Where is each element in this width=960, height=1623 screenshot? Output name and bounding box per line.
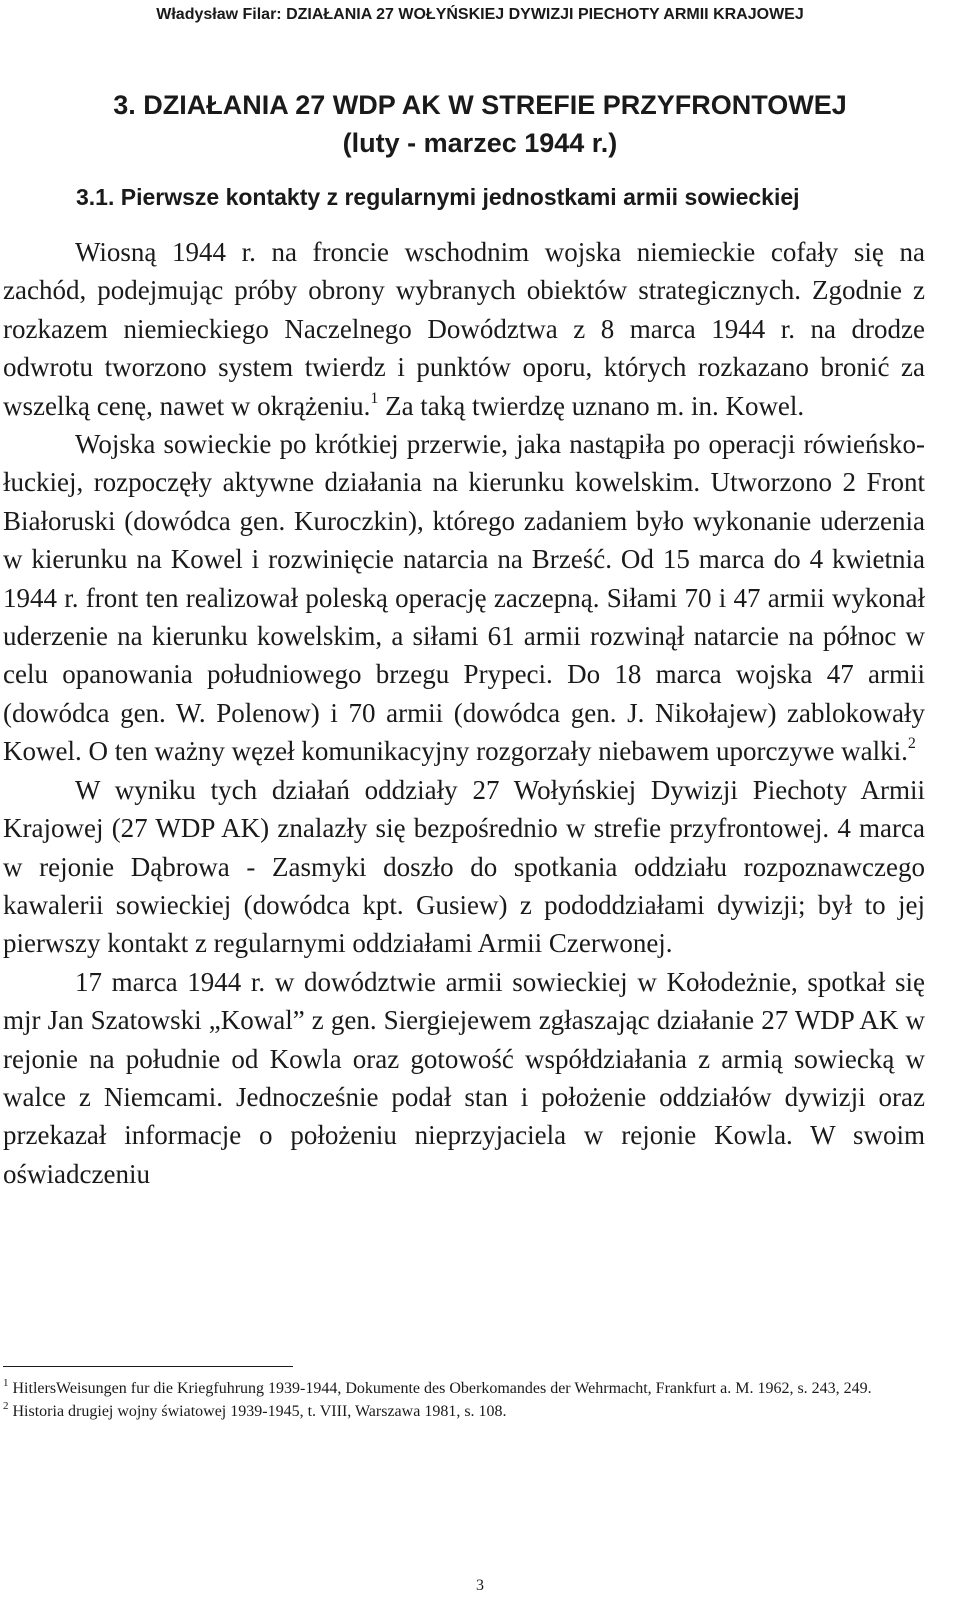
footnote-2-number: 2 xyxy=(3,1400,9,1412)
footnote-1 xyxy=(3,1378,925,1399)
page-number: 3 xyxy=(476,1577,484,1594)
paragraph-4 xyxy=(3,963,925,1193)
paragraph-2 xyxy=(3,425,925,771)
section-title: 3.1. Pierwsze kontakty z regularnymi jednostkami armii sowieckiej xyxy=(76,184,800,210)
footnote-1-text: HitlersWeisungen fur die Kriegfuhrung 1939-1944, Dokumente des Oberkomandes der Wehrmacht, Frankfurt a. M. 1962, s. 243, 249. xyxy=(12,1380,872,1397)
body-text xyxy=(3,233,925,1193)
paragraph-1-text: Wiosną 1944 r. na froncie wschodnim wojska niemieckie cofały się na zachód, podejmując próby obrony wybranych obiektów strategicznych. Zgodnie z rozkazem niemieckiego Naczelnego Dowództwa z 8 marca 1944 r. na drodze odwrotu tworzono system twierdz i punktów oporu, których rozkazano bronić za wszelką cenę, nawet w okrążeniu. xyxy=(3,237,925,421)
paragraph-1 xyxy=(3,233,925,425)
chapter-title xyxy=(0,86,960,162)
paragraph-3 xyxy=(3,771,925,963)
footnote-separator xyxy=(3,1366,293,1367)
paragraph-1-tail: Za taką twierdzę uznano m. in. Kowel. xyxy=(378,390,805,421)
paragraph-4-text: 17 marca 1944 r. w dowództwie armii sowieckiej w Kołodeżnie, spotkał się mjr Jan Szatowski „Kowal” z gen. Siergiejewem zgłaszając działanie 27 WDP AK w rejonie na południe od Kowla oraz gotowość współdziałania z armią sowiecką w walce z Niemcami. Jednocześnie podał stan i położenie oddziałów dywizji oraz przekazał informacje o położeniu nieprzyjaciela w rejonie Kowla. W swoim oświadczeniu xyxy=(3,966,925,1189)
footnote-ref-2[interactable]: 2 xyxy=(907,735,916,753)
footnotes xyxy=(3,1378,925,1422)
footnote-ref-1[interactable]: 1 xyxy=(370,389,379,407)
footnote-1-number: 1 xyxy=(3,1377,9,1389)
footnote-2 xyxy=(3,1401,925,1422)
paragraph-2-text: Wojska sowieckie po krótkiej przerwie, jaka nastąpiła po operacji rówieńsko-łuckiej, rozpoczęły aktywne działania na kierunku kowelskim. Utworzono 2 Front Białoruski (dowódca gen. Kuroczkin), którego zadaniem było wykonanie uderzenia w kierunku na Kowel i rozwinięcie natarcia na Brześć. Od 15 marca do 4 kwietnia 1944 r. front ten realizował poleską operację zaczepną. Siłami 70 i 47 armii wykonał uderzenie na kierunku kowelskim, a siłami 61 armii rozwinął natarcie na północ w celu opanowania południowego brzegu Prypeci. Do 18 marca wojska 47 armii (dowódca gen. W. Polenow) i 70 armii (dowódca gen. J. Nikołajew) zablokowały Kowel. O ten ważny węzeł komunikacyjny rozgorzały niebawem uporczywe walki. xyxy=(3,429,925,767)
paragraph-3-text: W wyniku tych działań oddziały 27 Wołyńskiej Dywizji Piechoty Armii Krajowej (27 WDP AK) znalazły się bezpośrednio w strefie przyfrontowej. 4 marca w rejonie Dąbrowa - Zasmyki doszło do spotkania oddziału rozpoznawczego kawalerii sowieckiej (dowódca kpt. Gusiew) z pododdziałami dywizji; był to jej pierwszy kontakt z regularnymi oddziałami Armii Czerwonej. xyxy=(3,774,925,959)
chapter-title-line-2: (luty - marzec 1944 r.) xyxy=(342,128,618,158)
running-head: Władysław Filar: DZIAŁANIA 27 WOŁYŃSKIEJ DYWIZJI PIECHOTY ARMII KRAJOWEJ xyxy=(156,6,804,23)
chapter-title-line-1: 3. DZIAŁANIA 27 WDP AK W STREFIE PRZYFRONTOWEJ xyxy=(113,90,847,120)
footnote-2-text: Historia drugiej wojny światowej 1939-1945, t. VIII, Warszawa 1981, s. 108. xyxy=(12,1403,507,1420)
